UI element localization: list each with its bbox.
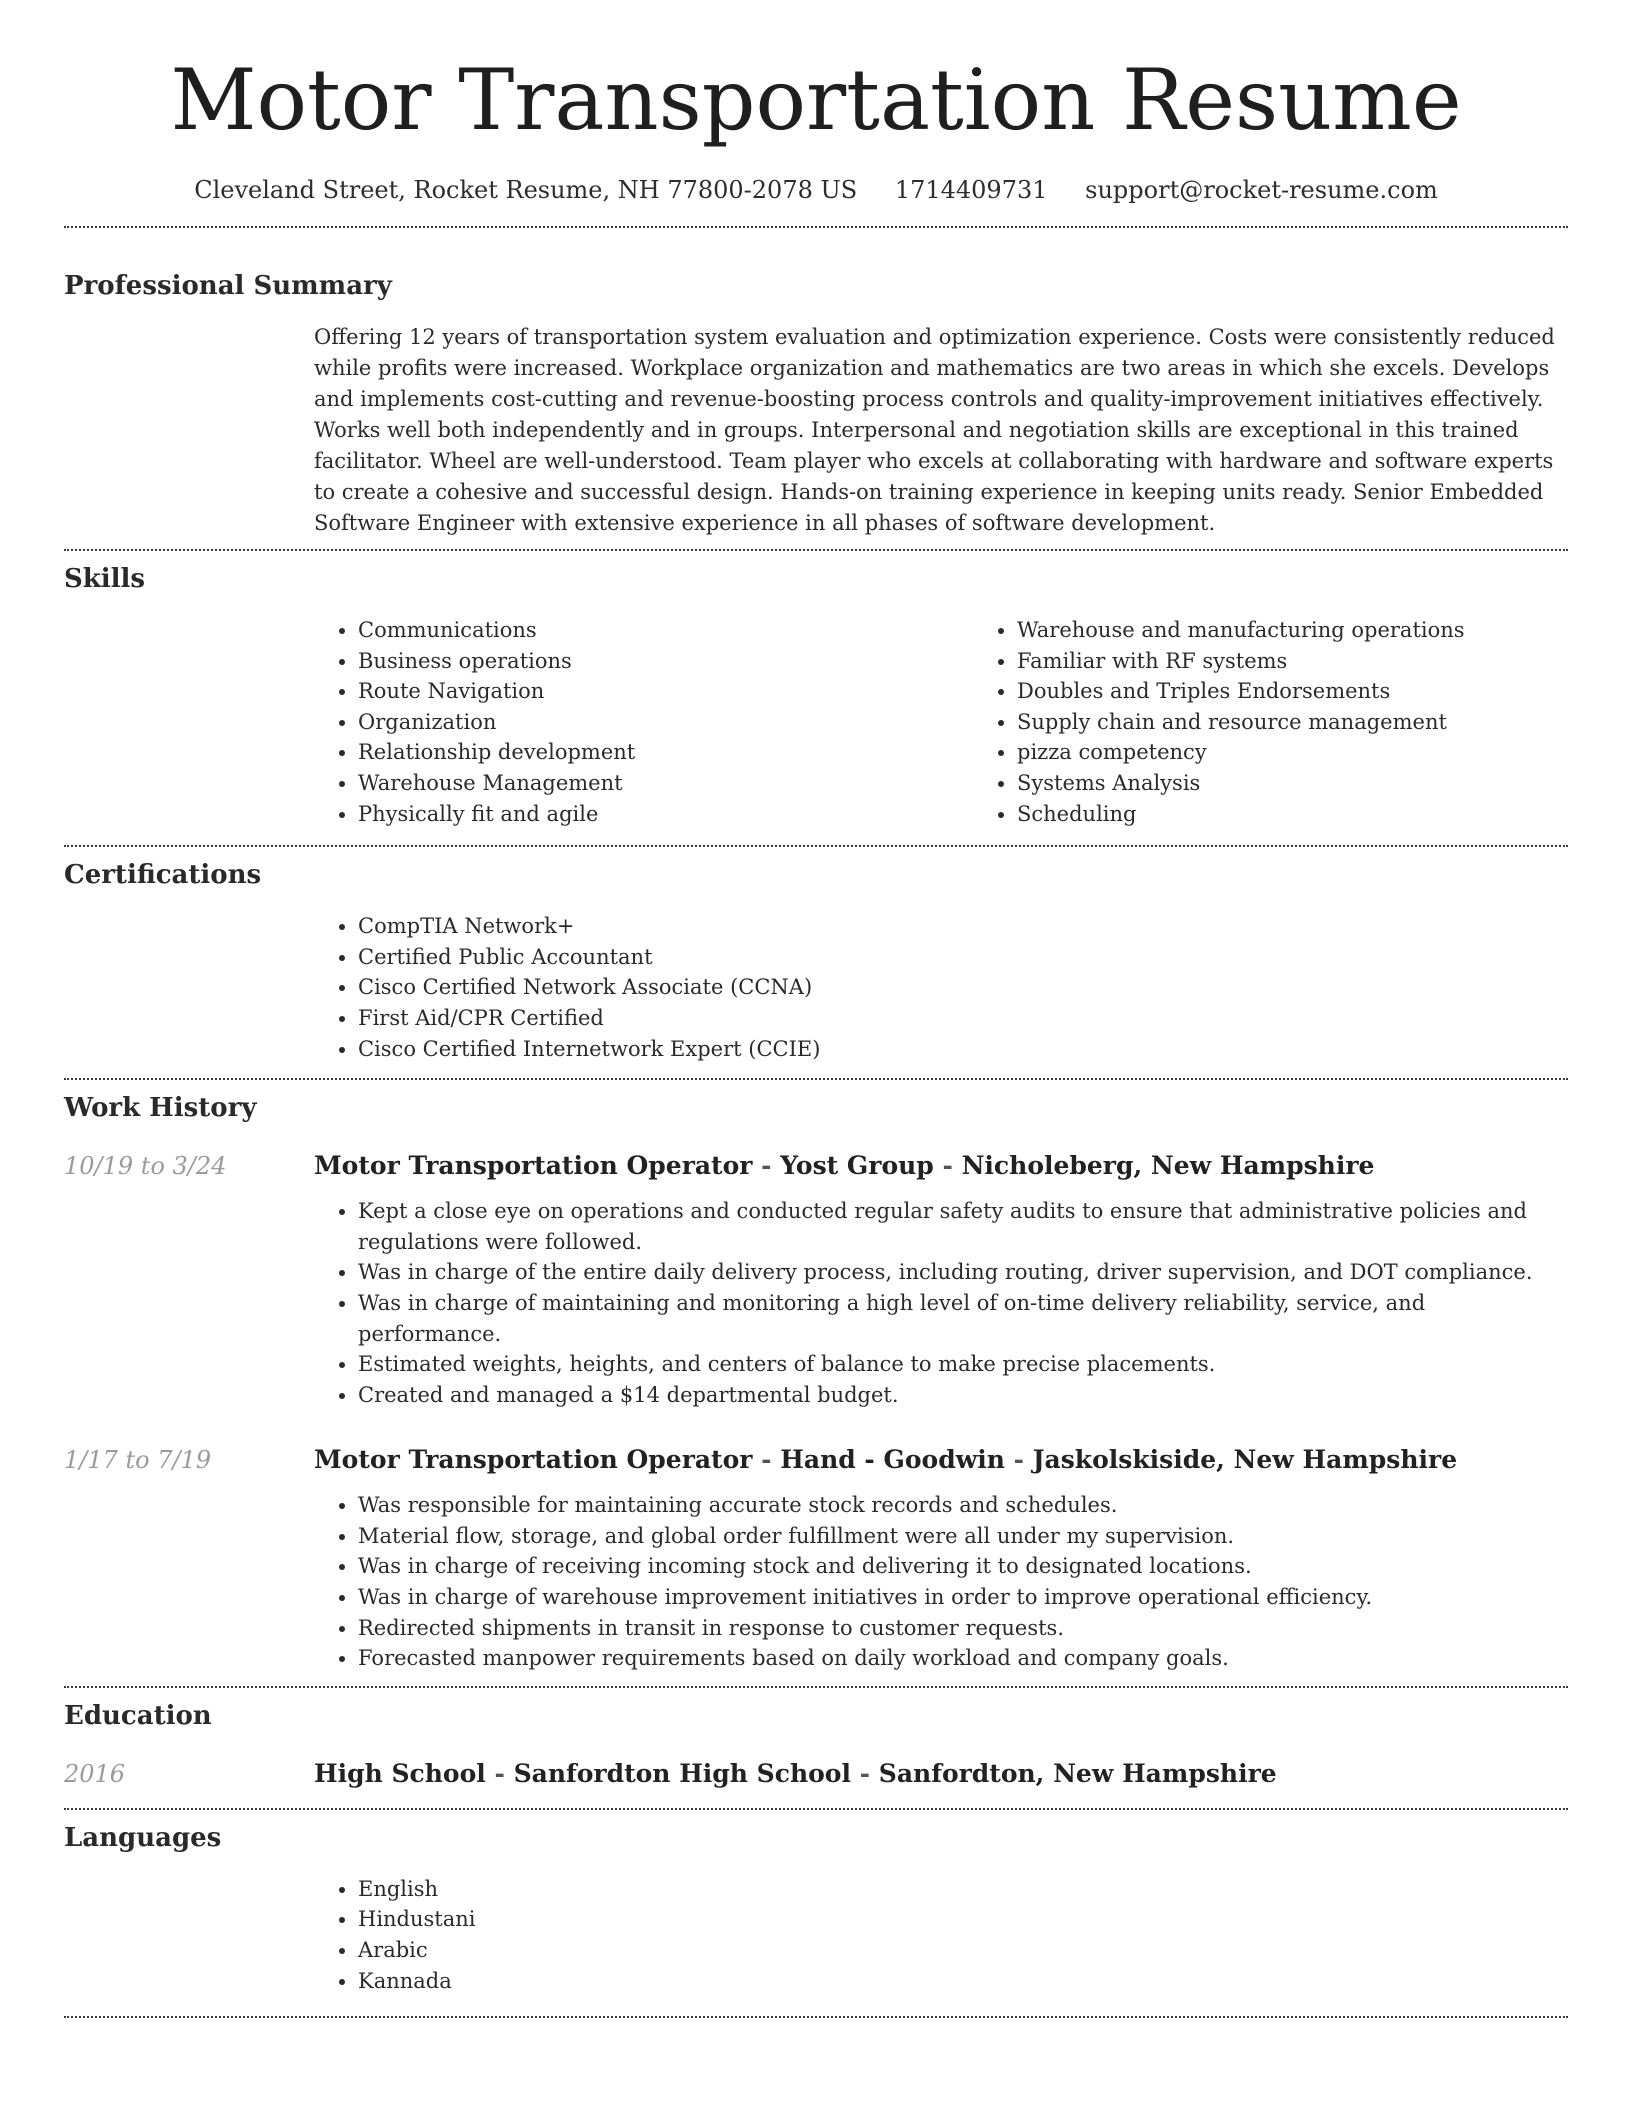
- divider: [64, 845, 1568, 847]
- skill-item: • Route Navigation: [358, 676, 973, 707]
- section-title-education: Education: [64, 1700, 212, 1731]
- education-degree: High School: [314, 1758, 486, 1788]
- separator: -: [1004, 1445, 1033, 1475]
- job-bullet: • Redirected shipments in transit in response to customer requests.: [358, 1613, 1568, 1644]
- job-bullet: • Was in charge of the entire daily delivery process, including routing, driver supervision, and DOT compliance.: [358, 1257, 1568, 1288]
- certifications-list: [314, 911, 1568, 1064]
- separator: -: [752, 1445, 781, 1475]
- certification-item: • Certified Public Accountant: [358, 942, 1568, 973]
- divider: [64, 226, 1568, 228]
- skill-item: • Supply chain and resource management: [1017, 707, 1632, 738]
- languages-list: [314, 1874, 1568, 1996]
- divider: [64, 1686, 1568, 1688]
- section-title-work-history: Work History: [64, 1093, 257, 1124]
- divider: [64, 2016, 1568, 2018]
- divider: [64, 1078, 1568, 1080]
- skills-section: [64, 561, 1568, 829]
- education-entry: [64, 1756, 1568, 1792]
- separator: -: [485, 1758, 514, 1788]
- skill-item: • Physically fit and agile: [358, 799, 973, 830]
- certification-item: • Cisco Certified Internetwork Expert (CCIE): [358, 1034, 1568, 1065]
- languages-section: [64, 1820, 1568, 1996]
- skill-item: • Warehouse Management: [358, 768, 973, 799]
- job-heading: [314, 1148, 1568, 1184]
- certification-item: • First Aid/CPR Certified: [358, 1003, 1568, 1034]
- job-location: Nicholeberg, New Hampshire: [961, 1151, 1375, 1181]
- skill-item: • Relationship development: [358, 737, 973, 768]
- summary-text: Offering 12 years of transportation system evaluation and optimization experience. Costs were consistently reduced while profits were increased. Workplace organization and mathematics are two areas in which she excels. Develops and implements cost-cutting and revenue-boosting process controls and quality-improvement initiatives effectively. Works well both independently and in groups. Interpersonal and negotiation skills are exceptional in this trained facilitator. Wheel are well-understood. Team player who excels at collaborating with hardware and software experts to create a cohesive and successful design. Hands-on training experience in keeping units ready. Senior Embedded Software Engineer with extensive experience in all phases of software development.: [314, 325, 1555, 535]
- section-title-certifications: Certifications: [64, 860, 262, 891]
- language-item: • Kannada: [358, 1966, 1568, 1997]
- job-dates: 1/17 to 7/19: [64, 1446, 212, 1475]
- education-heading: [314, 1756, 1568, 1792]
- education-year: 2016: [64, 1759, 126, 1788]
- job-heading: [314, 1442, 1568, 1478]
- certification-item: • Cisco Certified Network Associate (CCNA): [358, 972, 1568, 1003]
- section-title-skills: Skills: [64, 564, 146, 594]
- language-item: • English: [358, 1874, 1568, 1905]
- section-title-summary: Professional Summary: [64, 271, 392, 301]
- separator: -: [850, 1758, 879, 1788]
- job-company: Hand - Goodwin: [780, 1445, 1005, 1475]
- contact-phone: 1714409731: [894, 176, 1048, 204]
- job-dates: 10/19 to 3/24: [64, 1152, 227, 1181]
- job-location: Jaskolskiside, New Hampshire: [1032, 1445, 1458, 1475]
- job-bullet: • Was in charge of receiving incoming stock and delivering it to designated locations.: [358, 1551, 1568, 1582]
- skill-item: • Communications: [358, 615, 973, 646]
- skill-item: • Business operations: [358, 646, 973, 677]
- job-bullet: • Was in charge of maintaining and monitoring a high level of on-time delivery reliability, service, and performance.: [358, 1288, 1568, 1349]
- job-entry: [64, 1148, 1568, 1410]
- education-school: Sanfordton High School: [513, 1758, 851, 1788]
- divider: [64, 1808, 1568, 1810]
- education-section: [64, 1698, 1568, 1792]
- job-role: Motor Transportation Operator: [314, 1445, 753, 1475]
- certifications-section: [64, 857, 1568, 1064]
- skill-item: • Systems Analysis: [1017, 768, 1632, 799]
- job-bullet: • Estimated weights, heights, and centers of balance to make precise placements.: [358, 1349, 1568, 1380]
- skill-item: • Doubles and Triples Endorsements: [1017, 676, 1632, 707]
- job-bullets: [314, 1196, 1568, 1410]
- job-bullet: • Kept a close eye on operations and conducted regular safety audits to ensure that administrative policies and regulations were followed.: [358, 1196, 1568, 1257]
- section-title-languages: Languages: [64, 1822, 222, 1853]
- skills-list-right: [973, 615, 1632, 829]
- job-bullet: • Created and managed a $14 departmental budget.: [358, 1380, 1568, 1411]
- job-bullet: • Forecasted manpower requirements based on daily workload and company goals.: [358, 1643, 1568, 1674]
- separator: -: [752, 1151, 781, 1181]
- contact-line: [64, 172, 1568, 208]
- work-history-section: [64, 1090, 1568, 1674]
- skill-item: • Organization: [358, 707, 973, 738]
- contact-email: support@rocket-resume.com: [1085, 176, 1438, 204]
- contact-address: Cleveland Street, Rocket Resume, NH 77800-2078 US: [194, 176, 858, 204]
- language-item: • Hindustani: [358, 1904, 1568, 1935]
- job-company: Yost Group: [780, 1151, 934, 1181]
- job-role: Motor Transportation Operator: [314, 1151, 753, 1181]
- job-bullet: • Material flow, storage, and global order fulfillment were all under my supervision.: [358, 1521, 1568, 1552]
- certification-item: • CompTIA Network+: [358, 911, 1568, 942]
- summary-section: [64, 268, 1568, 539]
- skill-item: • pizza competency: [1017, 737, 1632, 768]
- skill-item: • Warehouse and manufacturing operations: [1017, 615, 1632, 646]
- skill-item: • Familiar with RF systems: [1017, 646, 1632, 677]
- job-bullets: [314, 1490, 1568, 1674]
- job-bullet: • Was in charge of warehouse improvement initiatives in order to improve operational efficiency.: [358, 1582, 1568, 1613]
- job-entry: [64, 1442, 1568, 1674]
- separator: -: [933, 1151, 962, 1181]
- education-location: Sanfordton, New Hampshire: [878, 1758, 1277, 1788]
- skill-item: • Scheduling: [1017, 799, 1632, 830]
- language-item: • Arabic: [358, 1935, 1568, 1966]
- resume-title: Motor Transportation Resume: [170, 51, 1462, 149]
- divider: [64, 549, 1568, 551]
- skills-list-left: [314, 615, 973, 829]
- job-bullet: • Was responsible for maintaining accurate stock records and schedules.: [358, 1490, 1568, 1521]
